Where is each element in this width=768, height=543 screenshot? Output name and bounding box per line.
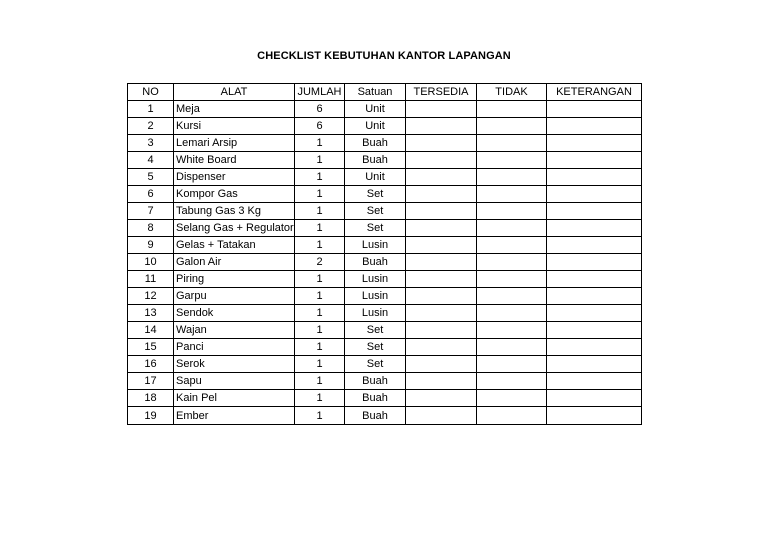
no-cell: 7 bbox=[128, 203, 174, 220]
keterangan-cell bbox=[547, 101, 642, 118]
no-cell: 16 bbox=[128, 356, 174, 373]
table-row bbox=[128, 152, 642, 169]
keterangan-cell bbox=[547, 373, 642, 390]
tersedia-cell bbox=[406, 118, 477, 135]
tidak-cell bbox=[477, 305, 547, 322]
tersedia-cell bbox=[406, 407, 477, 425]
tidak-cell bbox=[477, 220, 547, 237]
tersedia-cell bbox=[406, 254, 477, 271]
column-header-tersedia: TERSEDIA bbox=[406, 84, 477, 101]
satuan-cell: Unit bbox=[345, 101, 406, 118]
table-row bbox=[128, 118, 642, 135]
keterangan-cell bbox=[547, 356, 642, 373]
table-row bbox=[128, 271, 642, 288]
jumlah-cell: 1 bbox=[295, 305, 345, 322]
jumlah-cell: 1 bbox=[295, 203, 345, 220]
jumlah-cell: 1 bbox=[295, 220, 345, 237]
table-body bbox=[128, 101, 642, 425]
no-cell: 14 bbox=[128, 322, 174, 339]
keterangan-cell bbox=[547, 203, 642, 220]
table-row bbox=[128, 288, 642, 305]
tersedia-cell bbox=[406, 135, 477, 152]
no-cell: 18 bbox=[128, 390, 174, 407]
table-row bbox=[128, 101, 642, 118]
no-cell: 13 bbox=[128, 305, 174, 322]
tidak-cell bbox=[477, 356, 547, 373]
alat-cell: White Board bbox=[174, 152, 295, 169]
no-cell: 19 bbox=[128, 407, 174, 425]
alat-cell: Tabung Gas 3 Kg bbox=[174, 203, 295, 220]
alat-cell: Gelas + Tatakan bbox=[174, 237, 295, 254]
alat-cell: Lemari Arsip bbox=[174, 135, 295, 152]
tidak-cell bbox=[477, 339, 547, 356]
no-cell: 12 bbox=[128, 288, 174, 305]
table-row bbox=[128, 254, 642, 271]
alat-cell: Meja bbox=[174, 101, 295, 118]
table-row bbox=[128, 169, 642, 186]
keterangan-cell bbox=[547, 237, 642, 254]
column-header-satuan: Satuan bbox=[345, 84, 406, 101]
jumlah-cell: 1 bbox=[295, 237, 345, 254]
table-row bbox=[128, 220, 642, 237]
keterangan-cell bbox=[547, 135, 642, 152]
jumlah-cell: 1 bbox=[295, 356, 345, 373]
alat-cell: Galon Air bbox=[174, 254, 295, 271]
alat-cell: Dispenser bbox=[174, 169, 295, 186]
tersedia-cell bbox=[406, 271, 477, 288]
keterangan-cell bbox=[547, 322, 642, 339]
tersedia-cell bbox=[406, 220, 477, 237]
alat-cell: Selang Gas + Regulator bbox=[174, 220, 295, 237]
tersedia-cell bbox=[406, 186, 477, 203]
alat-cell: Panci bbox=[174, 339, 295, 356]
alat-cell: Wajan bbox=[174, 322, 295, 339]
tidak-cell bbox=[477, 390, 547, 407]
tersedia-cell bbox=[406, 237, 477, 254]
satuan-cell: Lusin bbox=[345, 237, 406, 254]
satuan-cell: Lusin bbox=[345, 271, 406, 288]
no-cell: 11 bbox=[128, 271, 174, 288]
tidak-cell bbox=[477, 118, 547, 135]
table-row bbox=[128, 305, 642, 322]
jumlah-cell: 1 bbox=[295, 373, 345, 390]
tidak-cell bbox=[477, 152, 547, 169]
alat-cell: Sendok bbox=[174, 305, 295, 322]
tersedia-cell bbox=[406, 390, 477, 407]
alat-cell: Sapu bbox=[174, 373, 295, 390]
satuan-cell: Set bbox=[345, 339, 406, 356]
alat-cell: Ember bbox=[174, 407, 295, 425]
no-cell: 4 bbox=[128, 152, 174, 169]
satuan-cell: Buah bbox=[345, 152, 406, 169]
column-header-no: NO bbox=[128, 84, 174, 101]
jumlah-cell: 1 bbox=[295, 271, 345, 288]
tidak-cell bbox=[477, 373, 547, 390]
table-row bbox=[128, 186, 642, 203]
keterangan-cell bbox=[547, 152, 642, 169]
no-cell: 9 bbox=[128, 237, 174, 254]
table-header-row bbox=[128, 84, 642, 101]
satuan-cell: Buah bbox=[345, 135, 406, 152]
document-title: CHECKLIST KEBUTUHAN KANTOR LAPANGAN bbox=[257, 50, 511, 62]
keterangan-cell bbox=[547, 407, 642, 425]
no-cell: 17 bbox=[128, 373, 174, 390]
no-cell: 3 bbox=[128, 135, 174, 152]
satuan-cell: Set bbox=[345, 356, 406, 373]
no-cell: 6 bbox=[128, 186, 174, 203]
no-cell: 2 bbox=[128, 118, 174, 135]
table-row bbox=[128, 322, 642, 339]
keterangan-cell bbox=[547, 390, 642, 407]
tidak-cell bbox=[477, 186, 547, 203]
tersedia-cell bbox=[406, 339, 477, 356]
jumlah-cell: 1 bbox=[295, 407, 345, 425]
satuan-cell: Buah bbox=[345, 373, 406, 390]
tidak-cell bbox=[477, 288, 547, 305]
keterangan-cell bbox=[547, 288, 642, 305]
keterangan-cell bbox=[547, 220, 642, 237]
alat-cell: Garpu bbox=[174, 288, 295, 305]
tersedia-cell bbox=[406, 373, 477, 390]
satuan-cell: Set bbox=[345, 322, 406, 339]
table-row bbox=[128, 237, 642, 254]
satuan-cell: Buah bbox=[345, 407, 406, 425]
jumlah-cell: 1 bbox=[295, 135, 345, 152]
jumlah-cell: 6 bbox=[295, 101, 345, 118]
tidak-cell bbox=[477, 322, 547, 339]
no-cell: 8 bbox=[128, 220, 174, 237]
satuan-cell: Set bbox=[345, 203, 406, 220]
tersedia-cell bbox=[406, 101, 477, 118]
jumlah-cell: 1 bbox=[295, 152, 345, 169]
no-cell: 5 bbox=[128, 169, 174, 186]
table-row bbox=[128, 135, 642, 152]
satuan-cell: Buah bbox=[345, 254, 406, 271]
keterangan-cell bbox=[547, 305, 642, 322]
table-row bbox=[128, 373, 642, 390]
jumlah-cell: 1 bbox=[295, 322, 345, 339]
alat-cell: Kain Pel bbox=[174, 390, 295, 407]
alat-cell: Kursi bbox=[174, 118, 295, 135]
satuan-cell: Unit bbox=[345, 118, 406, 135]
satuan-cell: Unit bbox=[345, 169, 406, 186]
jumlah-cell: 1 bbox=[295, 288, 345, 305]
column-header-jumlah: JUMLAH bbox=[295, 84, 345, 101]
keterangan-cell bbox=[547, 169, 642, 186]
satuan-cell: Lusin bbox=[345, 305, 406, 322]
jumlah-cell: 1 bbox=[295, 169, 345, 186]
jumlah-cell: 1 bbox=[295, 390, 345, 407]
alat-cell: Piring bbox=[174, 271, 295, 288]
tidak-cell bbox=[477, 237, 547, 254]
satuan-cell: Buah bbox=[345, 390, 406, 407]
tidak-cell bbox=[477, 271, 547, 288]
column-header-alat: ALAT bbox=[174, 84, 295, 101]
table-row bbox=[128, 356, 642, 373]
table-row bbox=[128, 339, 642, 356]
jumlah-cell: 1 bbox=[295, 186, 345, 203]
alat-cell: Kompor Gas bbox=[174, 186, 295, 203]
no-cell: 10 bbox=[128, 254, 174, 271]
satuan-cell: Set bbox=[345, 220, 406, 237]
satuan-cell: Set bbox=[345, 186, 406, 203]
column-header-tidak: TIDAK bbox=[477, 84, 547, 101]
jumlah-cell: 2 bbox=[295, 254, 345, 271]
no-cell: 1 bbox=[128, 101, 174, 118]
alat-cell: Serok bbox=[174, 356, 295, 373]
checklist-table bbox=[127, 83, 642, 425]
tidak-cell bbox=[477, 407, 547, 425]
tidak-cell bbox=[477, 135, 547, 152]
table-row bbox=[128, 203, 642, 220]
tersedia-cell bbox=[406, 203, 477, 220]
tersedia-cell bbox=[406, 152, 477, 169]
tidak-cell bbox=[477, 203, 547, 220]
tidak-cell bbox=[477, 254, 547, 271]
no-cell: 15 bbox=[128, 339, 174, 356]
table-row bbox=[128, 390, 642, 407]
tersedia-cell bbox=[406, 356, 477, 373]
table-row bbox=[128, 407, 642, 425]
keterangan-cell bbox=[547, 118, 642, 135]
keterangan-cell bbox=[547, 254, 642, 271]
satuan-cell: Lusin bbox=[345, 288, 406, 305]
column-header-keterangan: KETERANGAN bbox=[547, 84, 642, 101]
jumlah-cell: 1 bbox=[295, 339, 345, 356]
keterangan-cell bbox=[547, 186, 642, 203]
jumlah-cell: 6 bbox=[295, 118, 345, 135]
tidak-cell bbox=[477, 169, 547, 186]
keterangan-cell bbox=[547, 271, 642, 288]
keterangan-cell bbox=[547, 339, 642, 356]
tersedia-cell bbox=[406, 305, 477, 322]
tersedia-cell bbox=[406, 288, 477, 305]
tidak-cell bbox=[477, 101, 547, 118]
tersedia-cell bbox=[406, 169, 477, 186]
tersedia-cell bbox=[406, 322, 477, 339]
